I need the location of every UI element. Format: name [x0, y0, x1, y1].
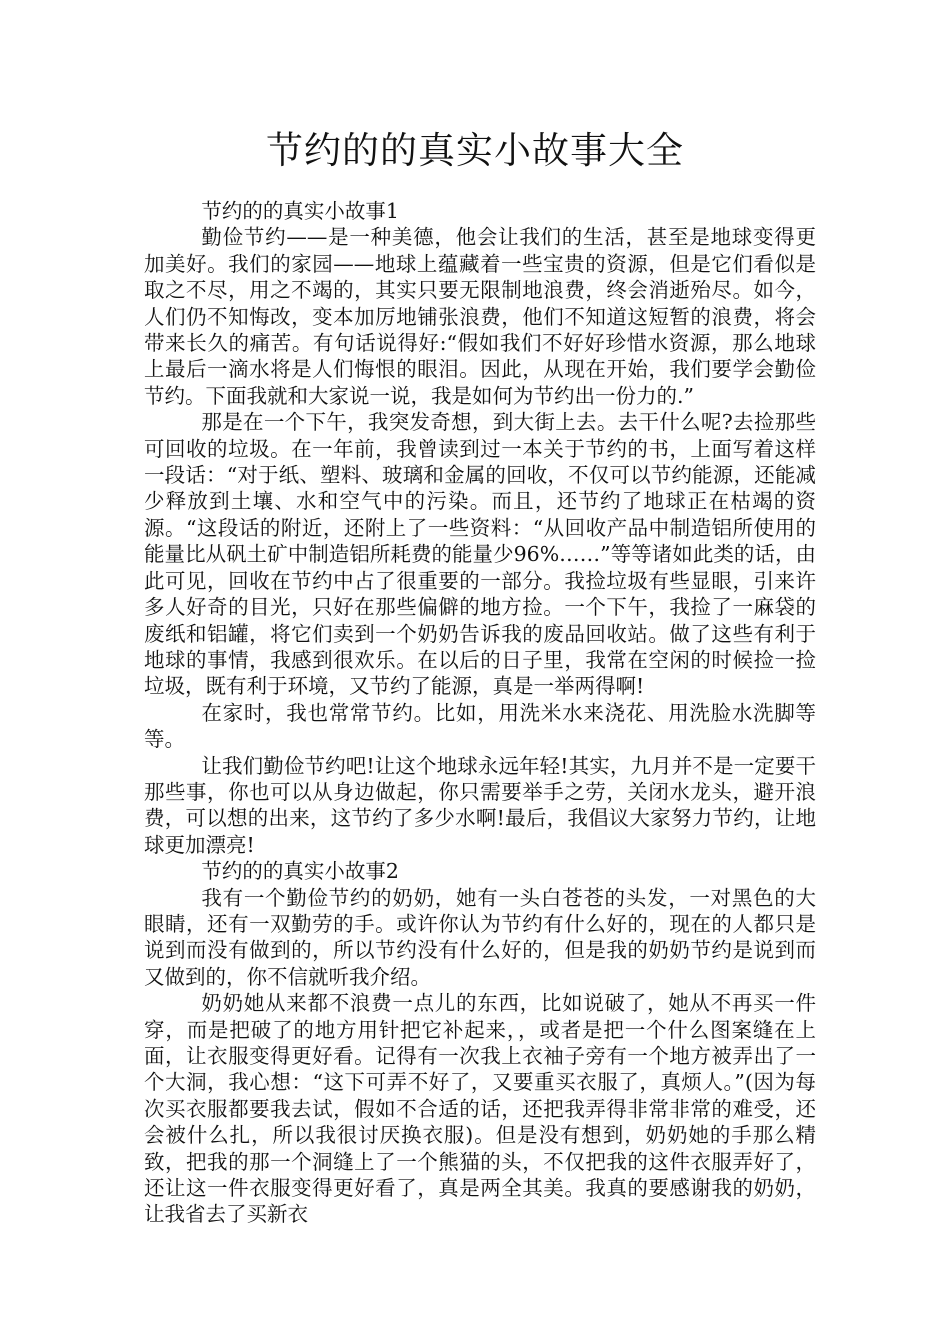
- body-paragraph: 让我们勤俭节约吧!让这个地球永远年轻!其实，九月并不是一定要干那些事，你也可以从身边做起，你只需要举手之劳，关闭水龙头，避开浪费，可以想的出来，这节约了多少水啊!最后，我倡议大家努力节约，让地球更加漂亮!: [144, 753, 816, 857]
- body-paragraph: 勤俭节约——是一种美德，他会让我们的生活，甚至是地球变得更加美好。我们的家园——地球上蕴藏着一些宝贵的资源，但是它们看似是取之不尽，用之不竭的，其实只要无限制地浪费，终会消逝殆尽。如今，人们仍不知悔改，变本加厉地铺张浪费，他们不知道这短暂的浪费，将会带来长久的痛苦。有句话说得好:“假如我们不好好珍惜水资源，那么地球上最后一滴水将是人们悔恨的眼泪。因此，从现在开始，我们要学会勤俭节约。下面我就和大家说一说，我是如何为节约出一份力的.”: [144, 225, 816, 408]
- body-paragraph: 我有一个勤俭节约的奶奶，她有一头白苍苍的头发，一对黑色的大眼睛，还有一双勤劳的手。或许你认为节约有什么好的，现在的人都只是说到而没有做到的，所以节约没有什么好的，但是我的奶奶节约是说到而又做到的，你不信就听我介绍。: [144, 885, 816, 989]
- body-paragraph: 在家时，我也常常节约。比如，用洗米水来浇花、用洗脸水洗脚等等。: [144, 700, 816, 752]
- document-body: [144, 198, 816, 1228]
- section-heading: 节约的的真实小故事1: [201, 199, 399, 223]
- body-paragraph: 奶奶她从来都不浪费一点儿的东西，比如说破了，她从不再买一件穿，而是把破了的地方用针把它补起来，，或者是把一个什么图案缝在上面，让衣服变得更好看。记得有一次我上衣袖子旁有一个地方被弄出了一个大洞，我心想：“这下可弄不好了，又要重买衣服了，真烦人。”(因为每次买衣服都要我去试，假如不合适的话，还把我弄得非常非常的难受，还会被什么扎，所以我很讨厌换衣服)。但是没有想到，奶奶她的手那么精致，把我的那一个洞缝上了一个熊猫的头，不仅把我的这件衣服弄好了，还让这一件衣服变得更好看了，真是两全其美。我真的要感谢我的奶奶，让我省去了买新衣: [144, 991, 816, 1227]
- body-paragraph: 那是在一个下午，我突发奇想，到大街上去。去干什么呢?去捡那些可回收的垃圾。在一年前，我曾读到过一本关于节约的书，上面写着这样一段话：“对于纸、塑料、玻璃和金属的回收，不仅可以节约能源，还能减少释放到土壤、水和空气中的污染。而且，还节约了地球正在枯竭的资源。“这段话的附近，还附上了一些资料：“从回收产品中制造铝所使用的能量比从矾土矿中制造铝所耗费的能量少96%……”等等诸如此类的话，由此可见，回收在节约中占了很重要的一部分。我捡垃圾有些显眼，引来许多人好奇的目光，只好在那些偏僻的地方捡。一个下午，我捡了一麻袋的废纸和铝罐，将它们卖到一个奶奶告诉我的废品回收站。做了这些有利于地球的事情，我感到很欢乐。在以后的日子里，我常在空闲的时候捡一捡垃圾，既有利于环境，又节约了能源，真是一举两得啊!: [144, 410, 816, 699]
- document-title: 节约的的真实小故事大全: [266, 129, 684, 172]
- section-heading: 节约的的真实小故事2: [201, 859, 399, 884]
